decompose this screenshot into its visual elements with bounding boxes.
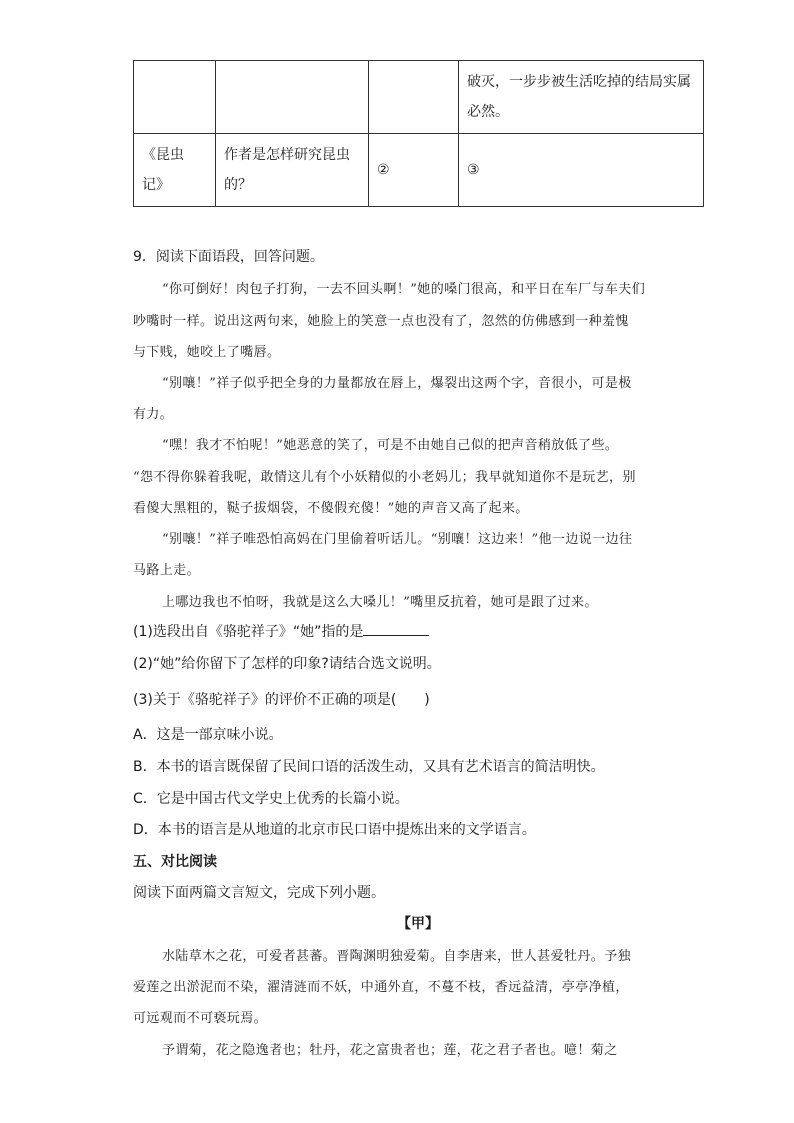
classical-text-line: 水陆草木之花，可爱者甚蕃。晋陶渊明独爱菊。自李唐来，世人甚爱牡丹。予独 [162, 949, 632, 964]
classical-text-line: 可远观而不可亵玩焉。 [133, 1011, 268, 1026]
table-cell [134, 134, 216, 207]
passage-line: 与下贱，她咬上了嘴唇。 [133, 345, 281, 360]
cell-line: 作者是怎样研究昆虫 [224, 147, 350, 163]
option-b: B．本书的语言既保留了民间口语的活泼生动，又具有艺术语言的简洁明快。 [133, 759, 605, 775]
cell-line: 的？ [224, 177, 252, 193]
sub-question-1 [133, 621, 429, 641]
table-cell [459, 61, 704, 134]
table-cell [216, 61, 369, 134]
option-c: C．它是中国古代文学史上优秀的长篇小说。 [133, 791, 409, 807]
sub-question-1-text: (1)选段出自《骆驼祥子》“她”指的是 [133, 624, 364, 640]
classical-text-line: 爱莲之出淤泥而不染，濯清涟而不妖，中通外直，不蔓不枝，香远益清，亭亭净植， [133, 980, 629, 995]
text-jia-label: 【甲】 [397, 916, 439, 932]
option-a: A．这是一部京味小说。 [133, 727, 283, 743]
passage-line: 吵嘴时一样。说出这两句来，她脸上的笑意一点也没有了，忽然的仿佛感到一种羞愧 [133, 314, 629, 329]
passage-line: 上哪边我也不怕呀，我就是这么大嗓儿！”嘴里反抗着，她可是跟了过来。 [162, 595, 598, 610]
table-row [134, 61, 704, 134]
table-cell [134, 61, 216, 134]
passage-line: 有力。 [133, 407, 174, 422]
cell-line: 破灭，一步步被生活吃掉的结局实属 [467, 74, 691, 90]
cell-line: 必然。 [467, 104, 509, 120]
classical-text-line: 予谓菊，花之隐逸者也；牡丹，花之富贵者也；莲，花之君子者也。噫！菊之 [162, 1043, 618, 1058]
passage-line: “怨不得你躲着我呢，敢情这儿有个小妖精似的小老妈儿；我早就知道你不是玩艺，别 [133, 470, 636, 485]
table-cell: ② [369, 134, 459, 207]
section-intro: 阅读下面两篇文言短文，完成下列小题。 [133, 885, 385, 901]
passage-line: “别嚷！”祥子似乎把全身的力量都放在唇上，爆裂出这两个字，音很小，可是极 [162, 376, 632, 391]
answer-blank[interactable] [363, 621, 429, 636]
option-d: D．本书的语言是从地道的北京市民口语中提炼出来的文学语言。 [133, 822, 536, 838]
passage-line: “你可倒好！肉包子打狗，一去不回头啊！”她的嗓门很高，和平日在车厂与车夫们 [162, 282, 646, 297]
passage-line: “别嚷！”祥子唯恐怕高妈在门里偷着听话儿。“别嚷！这边来！”他一边说一边往 [162, 532, 633, 547]
table-cell [216, 134, 369, 207]
section-heading: 五、对比阅读 [133, 854, 217, 870]
passage-line: “嘿！我才不怕呢！”她恶意的笑了，可是不由她自己似的把声音稍放低了些。 [162, 438, 619, 453]
passage-line: 看傻大黑粗的，鞑子拔烟袋，不傻假充傻！”她的声音又高了起来。 [133, 501, 529, 516]
cell-line: 记》 [142, 177, 170, 193]
passage-line: 马路上走。 [133, 563, 201, 578]
table-row [134, 134, 704, 207]
question-9-title: 9．阅读下面语段，回答问题。 [133, 249, 324, 265]
cell-line: 《昆虫 [142, 147, 184, 163]
sub-question-3: (3)关于《骆驼祥子》的评价不正确的项是( ) [133, 692, 430, 708]
sub-question-2: (2)“她”给你留下了怎样的印象?请结合选文说明。 [133, 656, 441, 672]
book-table [133, 60, 704, 207]
table-cell [369, 61, 459, 134]
table-cell: ③ [459, 134, 704, 207]
